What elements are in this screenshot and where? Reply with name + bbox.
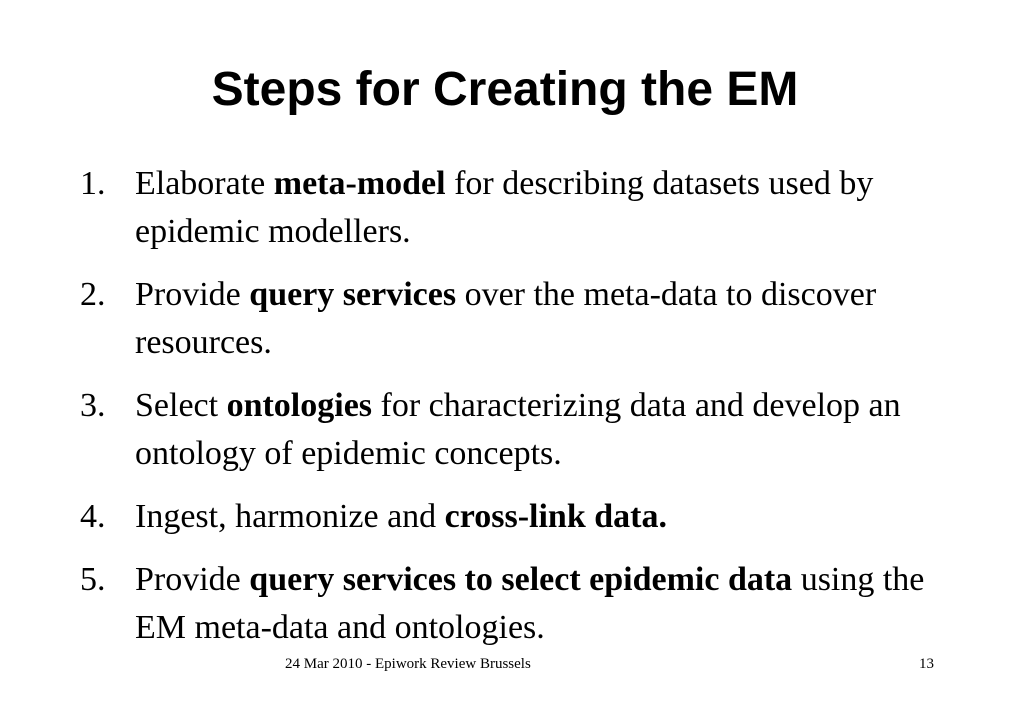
steps-list [80, 160, 980, 652]
step-emphasis: meta-model [273, 165, 446, 202]
step-text: over the meta-data to discover resources. [135, 276, 877, 361]
step-text: for describing datasets used by epidemic modellers. [135, 165, 874, 250]
slide-title: Steps for Creating the EM [211, 63, 799, 116]
list-item-step-4 [80, 493, 980, 541]
step-text: Provide [135, 276, 250, 313]
step-text: Ingest, harmonize and [135, 498, 445, 535]
list-item-step-1 [80, 160, 980, 256]
list-item-step-5 [80, 556, 980, 652]
page-number: 13 [919, 656, 934, 672]
step-number: 1. [80, 165, 106, 202]
step-number: 2. [80, 276, 106, 313]
step-emphasis: query services [249, 276, 457, 313]
step-emphasis: query services to select epidemic data [249, 561, 793, 598]
list-item-step-2 [80, 271, 980, 367]
step-emphasis: ontologies [226, 387, 373, 424]
step-text: Elaborate [135, 165, 274, 202]
footer-text: 24 Mar 2010 - Epiwork Review Brussels [285, 656, 531, 672]
step-text: Select [135, 387, 227, 424]
step-number: 4. [80, 498, 106, 535]
step-text: Provide [135, 561, 250, 598]
step-text: using the EM meta-data and ontologies. [135, 561, 925, 646]
step-number: 3. [80, 387, 106, 424]
step-emphasis: cross-link data. [444, 498, 667, 535]
step-number: 5. [80, 561, 106, 598]
list-item-step-3 [80, 382, 980, 478]
step-text: for characterizing data and develop an ontology of epidemic concepts. [135, 387, 901, 472]
